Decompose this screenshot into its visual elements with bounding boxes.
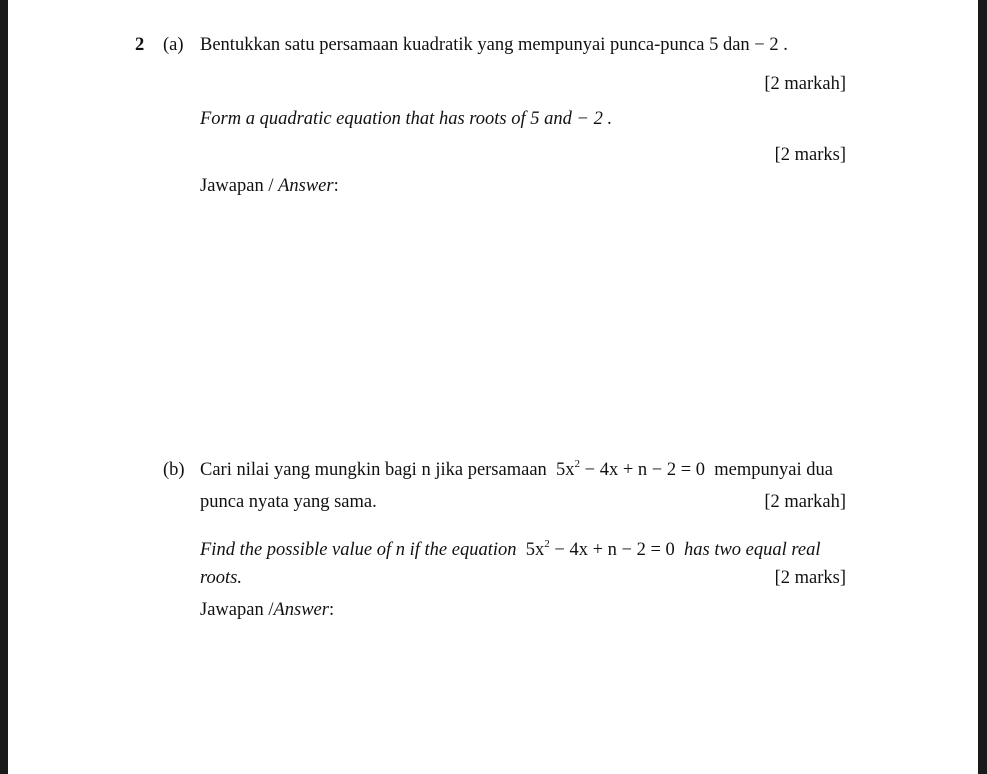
part-a-malay-marks: [2 markah] bbox=[764, 74, 846, 94]
part-b-english-marks: [2 marks] bbox=[774, 568, 846, 588]
part-b-malay-line1: Cari nilai yang mungkin bagi n jika persamaan $5x^2 - 4x + n - 2 = 0$ mempunyai dua bbox=[200, 458, 833, 480]
part-a-answer-label: Jawapan / Answer: bbox=[200, 176, 339, 196]
part-b-label: (b) bbox=[163, 460, 185, 480]
document-page bbox=[8, 0, 978, 774]
part-a-malay-question: Bentukkan satu persamaan kuadratik yang mempunyai punca-punca 5 dan − 2 . bbox=[200, 35, 788, 55]
part-a-label: (a) bbox=[163, 35, 184, 55]
question-number: 2 bbox=[135, 35, 145, 55]
part-b-malay-marks: [2 markah] bbox=[764, 492, 846, 512]
part-b-answer-space[interactable] bbox=[200, 630, 850, 770]
equation: $5x^2 - 4x + n - 2 = 0$ bbox=[556, 458, 706, 480]
part-b-english-line2: roots. bbox=[200, 568, 242, 588]
equation: $5x^2 - 4x + n - 2 = 0$ bbox=[525, 538, 675, 560]
part-a-english-question: Form a quadratic equation that has roots of 5 and − 2 . bbox=[200, 109, 613, 129]
part-b-answer-label: Jawapan /Answer: bbox=[200, 600, 335, 620]
part-b-english-line1: Find the possible value of n if the equation $5x^2 - 4x + n - 2 = 0$ has two equal real bbox=[200, 538, 821, 560]
part-a-answer-space[interactable] bbox=[200, 205, 850, 445]
part-a-english-marks: [2 marks] bbox=[774, 145, 846, 165]
part-b-malay-line2: punca nyata yang sama. bbox=[200, 492, 377, 512]
